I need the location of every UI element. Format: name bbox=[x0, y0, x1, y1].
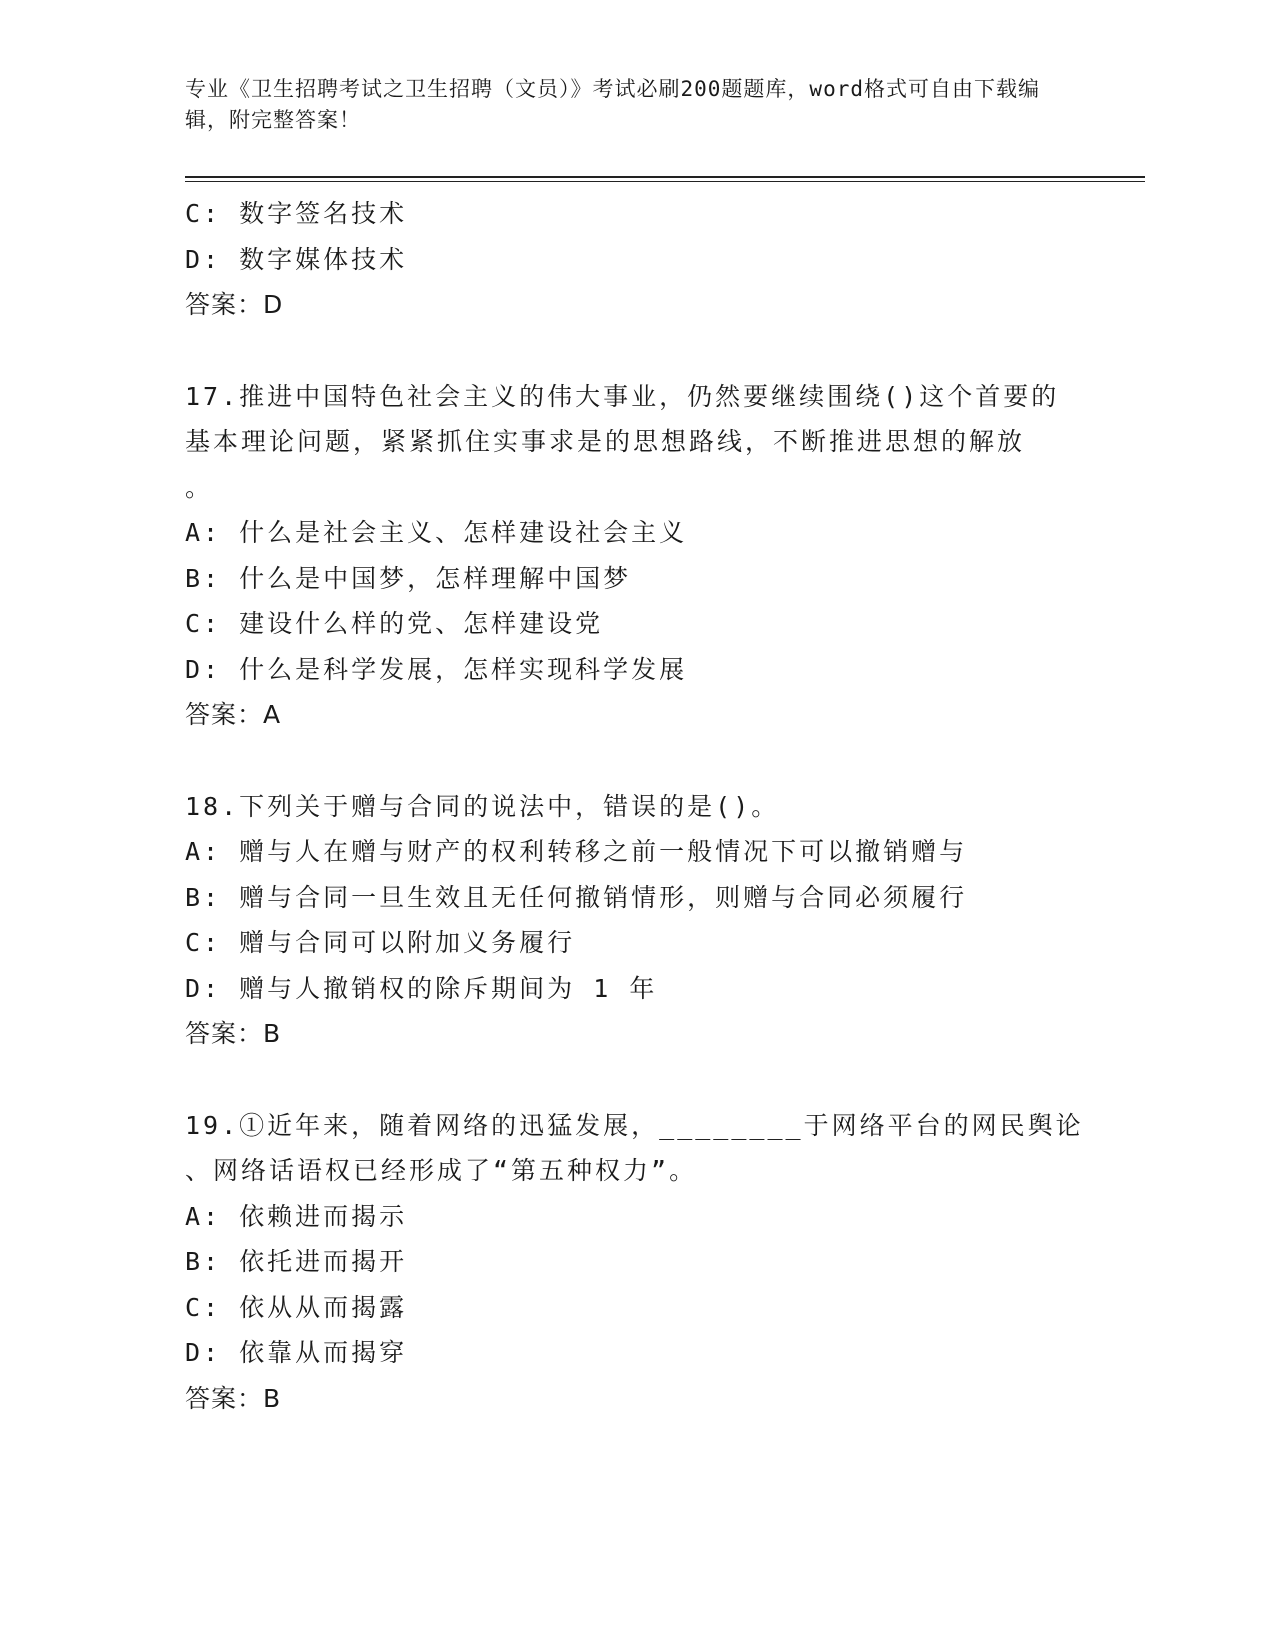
document-header: 专业《卫生招聘考试之卫生招聘（文员）》考试必刷200题题库，word格式可自由下载编辑，附完整答案！ bbox=[185, 77, 1040, 132]
option-label: C: bbox=[185, 928, 222, 957]
answer-line: 答案：B bbox=[185, 1019, 282, 1048]
option-label: D: bbox=[185, 973, 222, 1003]
option-label: C: bbox=[185, 1292, 222, 1322]
option-c bbox=[185, 920, 1085, 966]
option-text: 数字媒体技术 bbox=[239, 244, 408, 274]
option-b bbox=[185, 556, 1085, 602]
question-list bbox=[185, 191, 1085, 1421]
option-b bbox=[185, 1239, 1085, 1285]
option-text: 依靠从而揭穿 bbox=[239, 1338, 408, 1367]
answer-line: 答案：D bbox=[185, 290, 284, 319]
question-stem: 18.下列关于赠与合同的说法中，错误的是()。 bbox=[185, 791, 780, 821]
option-text: 赠与人在赠与财产的权利转移之前一般情况下可以撤销赠与 bbox=[239, 837, 968, 866]
option-label: A: bbox=[185, 1201, 222, 1231]
option-label: B: bbox=[185, 563, 222, 593]
option-text: 依从从而揭露 bbox=[239, 1292, 408, 1322]
question-19 bbox=[185, 1103, 1085, 1422]
option-label: A: bbox=[185, 837, 222, 866]
question-stem: 19.①近年来，随着网络的迅猛发展，________于网络平台的网民舆论 bbox=[185, 1110, 1084, 1140]
header-divider-thick bbox=[185, 176, 1145, 178]
option-label: C: bbox=[185, 609, 222, 638]
option-text: 依托进而揭开 bbox=[239, 1247, 408, 1276]
header-divider-thin bbox=[185, 181, 1145, 182]
option-d bbox=[185, 1330, 1085, 1376]
option-a bbox=[185, 1194, 1085, 1240]
option-label: D: bbox=[185, 1338, 222, 1367]
option-text: 依赖进而揭示 bbox=[239, 1201, 408, 1231]
option-text: 赠与合同可以附加义务履行 bbox=[239, 928, 576, 957]
question-stem: 17.推进中国特色社会主义的伟大事业，仍然要继续围绕()这个首要的 bbox=[185, 381, 1060, 411]
question-18 bbox=[185, 784, 1085, 1057]
question-stem: 。 bbox=[185, 472, 214, 502]
option-text: 什么是社会主义、怎样建设社会主义 bbox=[239, 518, 688, 547]
option-label: B: bbox=[185, 882, 222, 912]
option-text: 建设什么样的党、怎样建设党 bbox=[239, 609, 604, 638]
option-text: 赠与人撤销权的除斥期间为 1 年 bbox=[239, 973, 658, 1003]
option-text: 赠与合同一旦生效且无任何撤销情形，则赠与合同必须履行 bbox=[239, 882, 968, 912]
option-a bbox=[185, 510, 1085, 556]
option-c bbox=[185, 1285, 1085, 1331]
answer-line: 答案：B bbox=[185, 1383, 282, 1413]
answer-line: 答案：A bbox=[185, 700, 282, 729]
option-label: D: bbox=[185, 654, 222, 684]
option-d bbox=[185, 237, 1085, 283]
option-d bbox=[185, 966, 1085, 1012]
option-label: C: bbox=[185, 199, 222, 228]
option-text: 什么是中国梦，怎样理解中国梦 bbox=[239, 563, 632, 593]
option-a bbox=[185, 829, 1085, 875]
option-text: 什么是科学发展，怎样实现科学发展 bbox=[239, 654, 688, 684]
option-c bbox=[185, 191, 1085, 237]
option-c bbox=[185, 601, 1085, 647]
previous-question-tail bbox=[185, 191, 1085, 328]
option-b bbox=[185, 875, 1085, 921]
option-label: B: bbox=[185, 1247, 222, 1276]
option-label: D: bbox=[185, 244, 222, 274]
option-text: 数字签名技术 bbox=[239, 199, 408, 228]
question-stem: 、网络话语权已经形成了“第五种权力”。 bbox=[185, 1156, 698, 1185]
question-stem: 基本理论问题，紧紧抓住实事求是的思想路线，不断推进思想的解放 bbox=[185, 427, 1026, 456]
question-17 bbox=[185, 374, 1085, 738]
option-d bbox=[185, 647, 1085, 693]
option-label: A: bbox=[185, 518, 222, 547]
